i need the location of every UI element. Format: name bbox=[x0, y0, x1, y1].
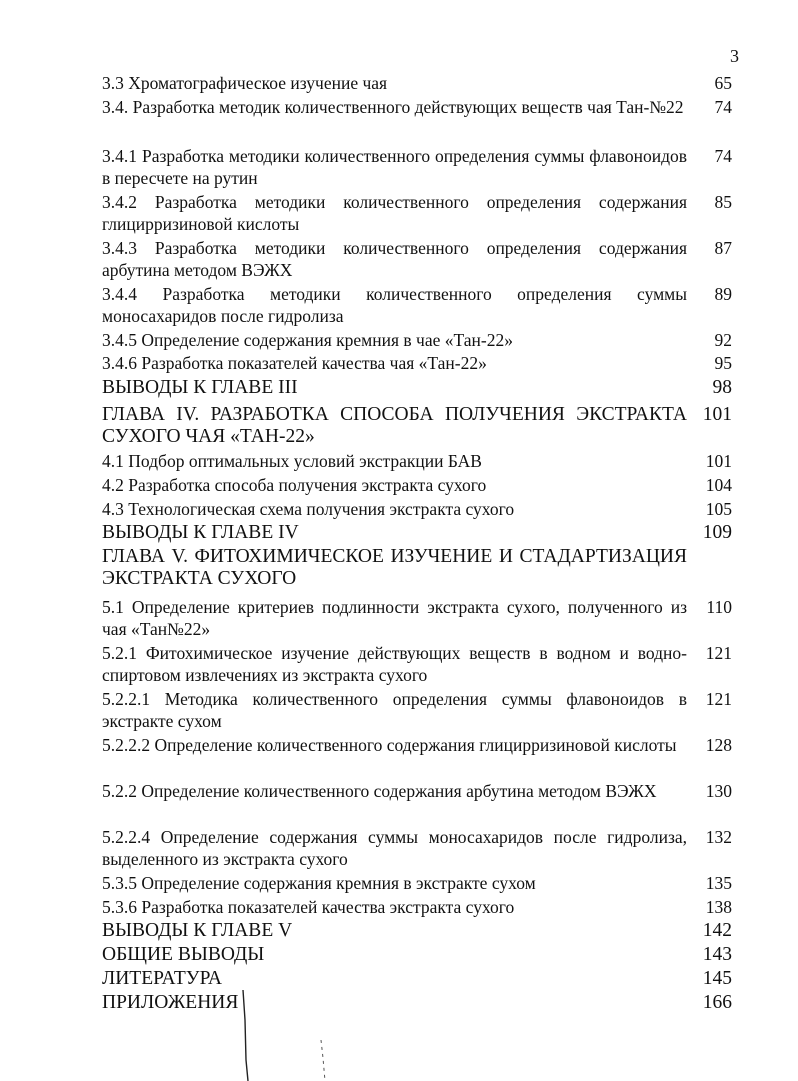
toc-entry-title: 4.1 Подбор оптимальных условий экстракции БАВ bbox=[102, 451, 482, 471]
page-number: 3 bbox=[730, 46, 739, 66]
toc-entry-page: 135 bbox=[705, 873, 732, 893]
toc-entry-title: 5.3.6 Разработка показателей качества экстракта сухого bbox=[102, 897, 515, 917]
toc-entry-title: ВЫВОДЫ К ГЛАВЕ V bbox=[102, 920, 293, 941]
toc-entry-page: 95 bbox=[714, 353, 732, 373]
toc-entry-title: ГЛАВА V. ФИТОХИМИЧЕСКОЕ ИЗУЧЕНИЕ И СТАДАРТИЗАЦИЯ ЭКСТРАКТА СУХОГО bbox=[102, 546, 687, 589]
toc-entry-title: ГЛАВА IV. РАЗРАБОТКА СПОСОБА ПОЛУЧЕНИЯ ЭКСТРАКТА СУХОГО ЧАЯ «ТАН-22» bbox=[102, 404, 687, 447]
toc-entry-title: 4.3 Технологическая схема получения экстракта сухого bbox=[102, 499, 515, 519]
toc-entry-page: 130 bbox=[705, 781, 732, 801]
toc-entry-page: 166 bbox=[702, 992, 732, 1013]
toc-entry-page: 87 bbox=[714, 238, 732, 258]
toc-entry-page: 138 bbox=[705, 897, 732, 917]
toc-entry-title: 3.4.3 Разработка методики количественного определения содержания арбутина методом ВЭЖХ bbox=[102, 238, 687, 280]
toc-entry-page: 74 bbox=[714, 146, 732, 166]
toc-entry-title: 3.4.4 Разработка методики количественного определения суммы моносахаридов после гидролиза bbox=[102, 284, 687, 326]
toc-entry-title: 3.4.2 Разработка методики количественного определения содержания глицирризиновой кислоты bbox=[102, 192, 687, 234]
toc-entry-page: 105 bbox=[705, 499, 732, 519]
toc-entry-page: 92 bbox=[714, 330, 732, 350]
toc-entry-page: 121 bbox=[705, 643, 732, 663]
toc-entry-page: 132 bbox=[705, 827, 732, 847]
toc-entry-page: 121 bbox=[705, 689, 732, 709]
toc-entry-title: 3.3 Хроматографическое изучение чая bbox=[102, 73, 388, 93]
toc-entry-page: 145 bbox=[702, 968, 732, 989]
toc-entry-title: 5.2.2 Определение количественного содержания арбутина методом ВЭЖХ bbox=[102, 781, 657, 801]
toc-entry-title: 3.4.1 Разработка методики количественного определения суммы флавоноидов в пересчете на рутин bbox=[102, 146, 687, 188]
toc-entry-title: 4.2 Разработка способа получения экстракта сухого bbox=[102, 475, 487, 495]
toc-entry-title: 3.4.6 Разработка показателей качества чая «Тан-22» bbox=[102, 353, 487, 373]
toc-entry-page: 101 bbox=[702, 404, 732, 425]
toc-entry-title: ОБЩИЕ ВЫВОДЫ bbox=[102, 944, 265, 965]
toc-entry-page: 74 bbox=[714, 97, 732, 117]
toc-entry-page: 110 bbox=[706, 597, 732, 617]
toc-entry-page: 104 bbox=[705, 475, 732, 495]
toc-entry-title: ВЫВОДЫ К ГЛАВЕ III bbox=[102, 377, 298, 398]
toc-entry-page: 85 bbox=[714, 192, 732, 212]
toc-entry-title: ВЫВОДЫ К ГЛАВЕ IV bbox=[102, 522, 299, 543]
toc-entry-title: ЛИТЕРАТУРА bbox=[102, 968, 222, 989]
toc-entry-title: 3.4. Разработка методик количественного действующих веществ чая Тан-№22 bbox=[102, 97, 684, 117]
toc-entry-page: 128 bbox=[705, 735, 732, 755]
toc-entry-page: 101 bbox=[705, 451, 732, 471]
toc-entry-page: 89 bbox=[714, 284, 732, 304]
toc-entry-page: 98 bbox=[712, 377, 732, 398]
toc-entry-title: 5.2.1 Фитохимическое изучение действующих веществ в водном и водно-спиртовом извлечениях из экстракта сухого bbox=[102, 643, 687, 685]
toc-entry-page: 142 bbox=[702, 920, 732, 941]
toc-entry-title: 5.2.2.2 Определение количественного содержания глицирризиновой кислоты bbox=[102, 735, 677, 755]
toc-entry-page: 143 bbox=[702, 944, 732, 965]
toc-entry-title: 5.1 Определение критериев подлинности экстракта сухого, полученного из чая «Тан№22» bbox=[102, 597, 687, 639]
toc-entry-page: 109 bbox=[702, 522, 732, 543]
toc-entry-page: 65 bbox=[714, 73, 732, 93]
toc-entry-title: ПРИЛОЖЕНИЯ bbox=[102, 992, 239, 1013]
toc-entry-title: 3.4.5 Определение содержания кремния в чае «Тан-22» bbox=[102, 330, 513, 350]
toc-entry-title: 5.3.5 Определение содержания кремния в экстракте сухом bbox=[102, 873, 536, 893]
toc-entry-title: 5.2.2.4 Определение содержания суммы моносахаридов после гидролиза, выделенного из экстракта сухого bbox=[102, 827, 687, 869]
toc-entry-title: 5.2.2.1 Методика количественного определения суммы флавоноидов в экстракте сухом bbox=[102, 689, 687, 731]
